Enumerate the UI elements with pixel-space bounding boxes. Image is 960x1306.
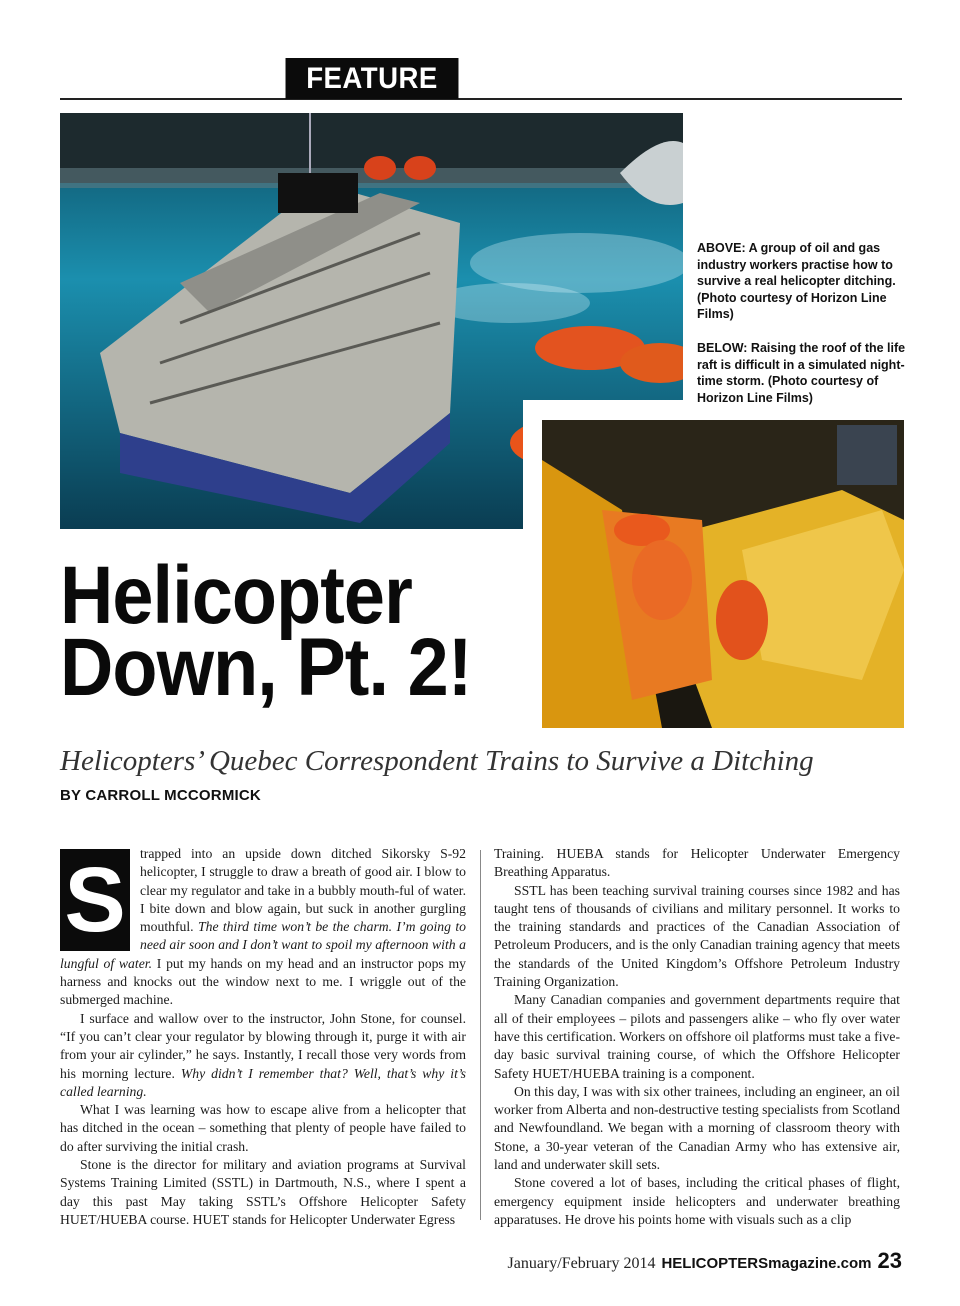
article-paragraph-9: Stone covered a lot of bases, including the critical phases of flight, emergency equipment inside helicopters and underwater breathing apparatuses. He drove his points home with visuals such as a clip [494, 1175, 900, 1227]
article-paragraph-8: On this day, I was with six other trainees, including an engineer, an oil worker from Alberta and non-destructive testing specialists from Scotland and Newfoundland. We began with a morning of classroom theory with Stone, a 30-year veteran of the Canadian Army who has extensive air, land and underwater skill sets. [494, 1083, 900, 1173]
page-footer [508, 1248, 903, 1274]
paragraph-1-italic: The third time won’t be the charm. I’m going to need air soon and I don’t want to spoil my afternoon with a lungful of water. [60, 919, 467, 971]
subtitle: Helicopters’ Quebec Correspondent Trains to Survive a Ditching [60, 745, 814, 777]
caption-above: ABOVE: A group of oil and gas industry workers practise how to survive a real helicopter ditching. (Photo courtesy of Horizon Line Films) [697, 241, 896, 322]
article-column-left [60, 845, 466, 1229]
issue-date: January/February 2014 [507, 1255, 656, 1272]
byline: BY CARROLL MCCORMICK [60, 787, 261, 804]
headline [60, 550, 492, 713]
paragraph-2-italic: Why didn’t I remember that? Well, that’s why it’s called learning. [60, 1065, 466, 1099]
article-paragraph-2 [60, 1010, 466, 1101]
page-number: 23 [877, 1248, 902, 1273]
article-column-right [494, 845, 900, 1229]
headline-line-1: Helicopter [60, 550, 412, 641]
article-paragraph-3: What I was learning was how to escape alive from a helicopter that has ditched in the ocean – something that plenty of people have failed to do after surviving the initial crash. [60, 1102, 466, 1154]
photo-captions [697, 240, 907, 423]
paragraph-2-text: I surface and wallow over to the instructor, John Stone, for counsel. “If you can’t clear your regulator by blowing through it, purge it with air from your air cylinder,” he says. Instantly, I recall those very words from his morning lecture. [60, 1010, 466, 1081]
headline-line-2: Down, Pt. 2! [60, 622, 472, 713]
paragraph-1-text-b: I put my hands on my head and an instructor pops my harness and knocks out the window next to me. I wriggle out of the submerged machine. [60, 955, 466, 1008]
drop-cap: S [60, 849, 130, 951]
article-paragraph-6: SSTL has been teaching survival training courses since 1982 and has taught tens of thousands of civilians and military personnel. It works to the training standards and practices of the Canadian Association of Petroleum Producers, and is the only Canadian training agency that meets the standards of the United Kingdom’s Offshore Petroleum Industry Training Organization. [494, 882, 900, 990]
article-paragraph-7: Many Canadian companies and government departments require that all of their employees – pilots and passengers alike – who fly over water have this certification. Workers on offshore oil platforms must take a five-day basic survival training course, of which the Offshore Helicopter Safety HUET/HUEBA training is a component. [494, 992, 900, 1081]
article-paragraph-5: Training. HUEBA stands for Helicopter Underwater Emergency Breathing Apparatus. [494, 846, 900, 880]
feature-rule [60, 98, 902, 100]
paragraph-1-text-a: trapped into an upside down ditched Sikorsky S-92 helicopter, I struggle to draw a breath of good air. I blow to clear my regulator and take in a bubbly mouth-ful of water. I bite down and blow again, but suck in another gurgling mouthful. [140, 846, 466, 935]
column-divider [480, 850, 481, 1220]
article-paragraph-1 [60, 845, 466, 1010]
photo-life-raft [542, 420, 904, 728]
article-paragraph-4: Stone is the director for military and aviation programs at Survival Systems Training Limited (SSTL) in Dartmouth, N.S., where I spent a day this past May taking SSTL’s Offshore Helicopter Safety HUET/HUEBA course. HUET stands for Helicopter Underwater Egress [60, 1157, 466, 1227]
section-tag: FEATURE [286, 58, 459, 99]
magazine-site: HELICOPTERSmagazine.com [661, 1255, 872, 1272]
caption-below: BELOW: Raising the roof of the life raft is difficult in a simulated night-time storm. (Photo courtesy of Horizon Line Films) [697, 340, 906, 405]
